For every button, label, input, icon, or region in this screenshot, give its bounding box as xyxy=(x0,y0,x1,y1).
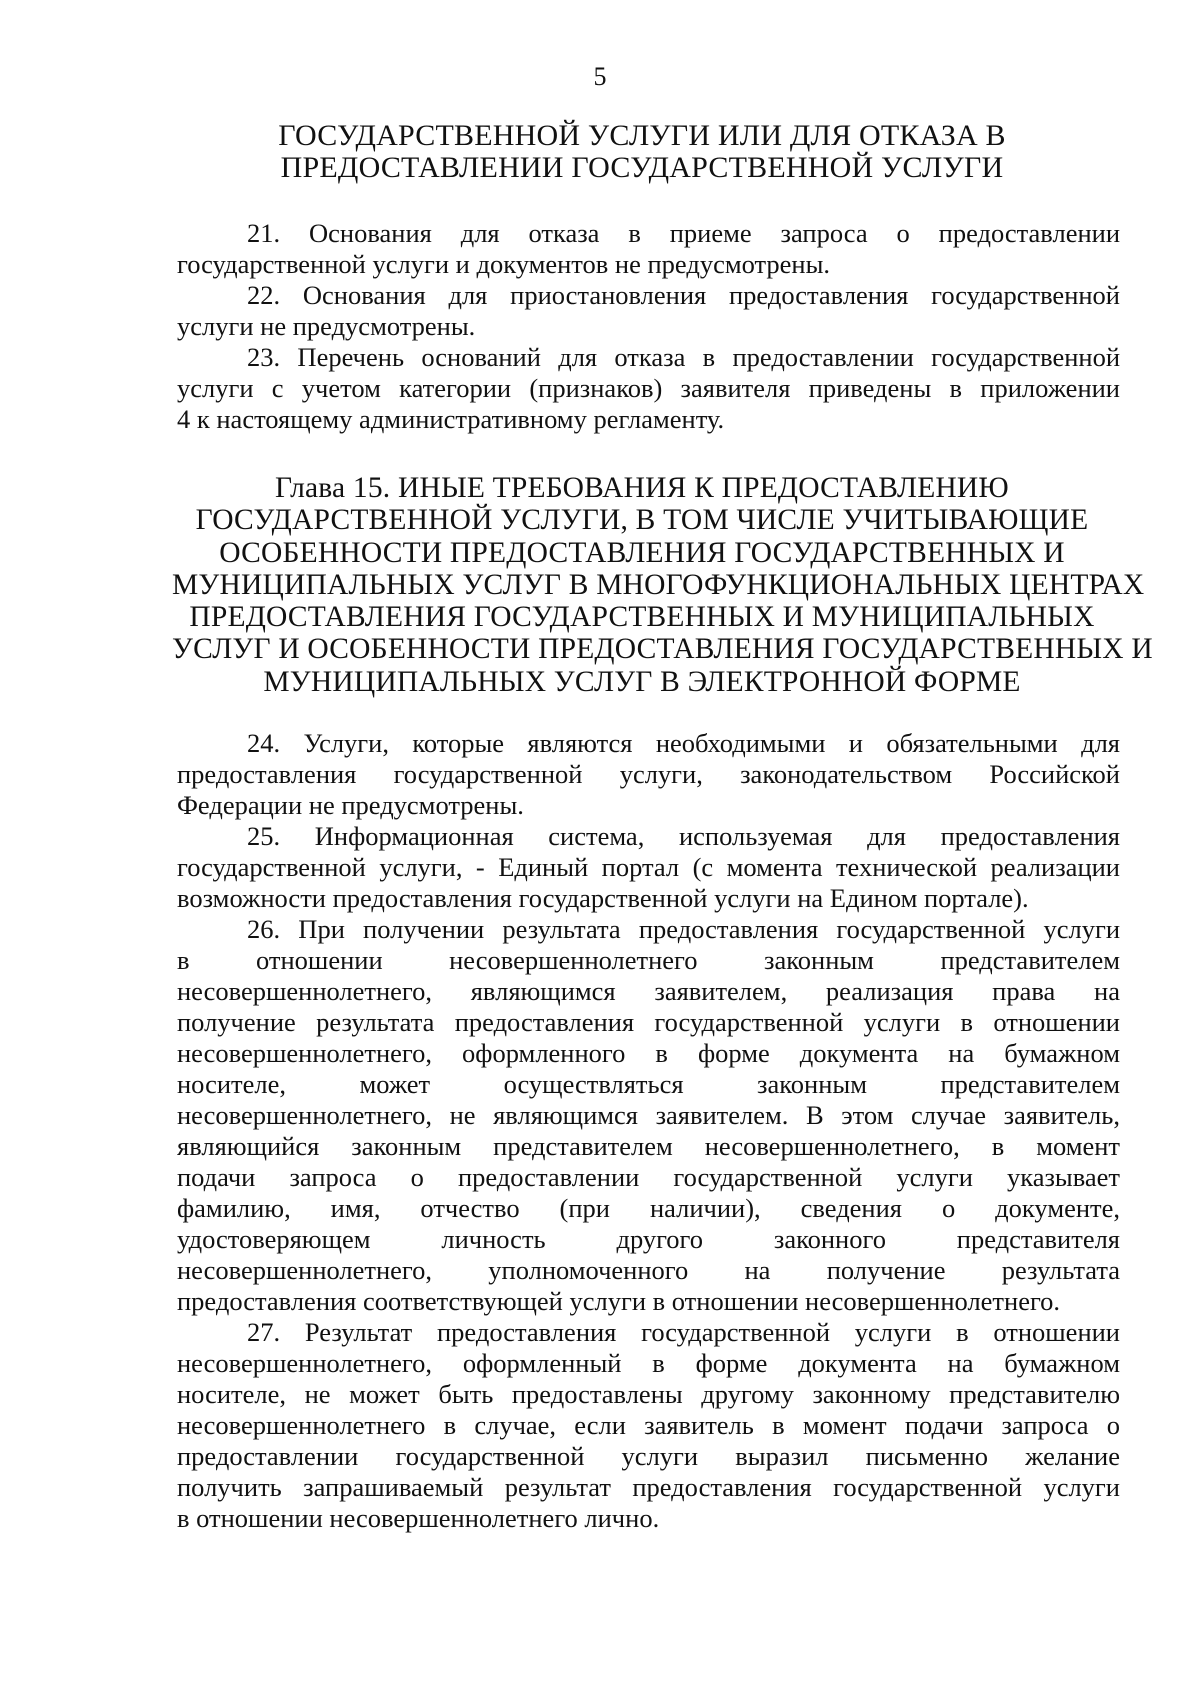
heading-line: ПРЕДОСТАВЛЕНИИ ГОСУДАРСТВЕННОЙ УСЛУГИ xyxy=(280,151,1004,184)
text-line: 25. Информационная система, используемая для предоставления xyxy=(247,821,1120,851)
text-line: несовершеннолетнего в случае, если заявитель в момент подачи запроса о xyxy=(177,1410,1120,1440)
text-line: несовершеннолетнего, не являющимся заявителем. В этом случае заявитель, xyxy=(177,1100,1120,1130)
paragraph-22 xyxy=(177,280,1120,342)
heading-line: ГОСУДАРСТВЕННОЙ УСЛУГИ, В ТОМ ЧИСЛЕ УЧИТЫВАЮЩИЕ xyxy=(195,504,1089,537)
text-line: получение результата предоставления государственной услуги в отношении xyxy=(177,1007,1120,1037)
heading-line: МУНИЦИПАЛЬНЫХ УСЛУГ В ЭЛЕКТРОННОЙ ФОРМЕ xyxy=(263,665,1021,698)
page-number: 5 xyxy=(593,62,607,91)
text-line: 26. При получении результата предоставления государственной услуги xyxy=(247,914,1120,944)
text-line: удостоверяющем личность другого законного представителя xyxy=(177,1224,1120,1254)
heading-line: ПРЕДОСТАВЛЕНИЯ ГОСУДАРСТВЕННЫХ И МУНИЦИПАЛЬНЫХ xyxy=(189,601,1095,634)
text-line: услуги не предусмотрены. xyxy=(177,311,476,341)
text-line: подачи запроса о предоставлении государственной услуги указывает xyxy=(177,1162,1120,1192)
text-line: государственной услуги, - Единый портал (с момента технической реализации xyxy=(177,852,1120,882)
text-line: в отношении несовершеннолетнего лично. xyxy=(177,1503,660,1533)
text-line: Федерации не предусмотрены. xyxy=(177,790,524,820)
text-line: услуги с учетом категории (признаков) заявителя приведены в приложении xyxy=(177,373,1120,403)
text-line: носителе, может осуществляться законным представителем xyxy=(177,1069,1120,1099)
text-line: предоставления государственной услуги, законодательством Российской xyxy=(177,759,1120,789)
text-line: несовершеннолетнего, уполномоченного на получение результата xyxy=(177,1255,1120,1285)
paragraph-25 xyxy=(177,821,1120,914)
section-heading xyxy=(172,120,1112,184)
text-line: возможности предоставления государственной услуги на Едином портале). xyxy=(177,883,1029,913)
paragraph-26 xyxy=(177,914,1120,1317)
paragraph-27 xyxy=(177,1317,1120,1534)
text-line: 22. Основания для приостановления предоставления государственной xyxy=(247,280,1120,310)
paragraph-23 xyxy=(177,342,1120,435)
text-line: государственной услуги и документов не предусмотрены. xyxy=(177,249,831,279)
paragraph-group-a xyxy=(177,218,1120,435)
text-line: несовершеннолетнего, оформленного в форме документа на бумажном xyxy=(177,1038,1120,1068)
heading-line: УСЛУГ И ОСОБЕННОСТИ ПРЕДОСТАВЛЕНИЯ ГОСУДАРСТВЕННЫХ И xyxy=(172,633,1153,666)
paragraph-21 xyxy=(177,218,1120,280)
text-line: предоставлении государственной услуги выразил письменно желание xyxy=(177,1441,1120,1471)
text-line: 24. Услуги, которые являются необходимыми и обязательными для xyxy=(247,728,1120,758)
paragraph-24 xyxy=(177,728,1120,821)
text-line: 27. Результат предоставления государственной услуги в отношении xyxy=(247,1317,1120,1347)
text-line: в отношении несовершеннолетнего законным представителем xyxy=(177,945,1120,975)
heading-line: ГОСУДАРСТВЕННОЙ УСЛУГИ ИЛИ ДЛЯ ОТКАЗА В xyxy=(278,119,1006,152)
text-line: получить запрашиваемый результат предоставления государственной услуги xyxy=(177,1472,1120,1502)
text-line: фамилию, имя, отчество (при наличии), сведения о документе, xyxy=(177,1193,1120,1223)
heading-line: МУНИЦИПАЛЬНЫХ УСЛУГ В МНОГОФУНКЦИОНАЛЬНЫХ ЦЕНТРАХ xyxy=(172,568,1145,601)
text-line: несовершеннолетнего, являющимся заявителем, реализация права на xyxy=(177,976,1120,1006)
chapter-heading xyxy=(172,472,1153,698)
text-line: предоставления соответствующей услуги в отношении несовершеннолетнего. xyxy=(177,1286,1061,1316)
text-line: несовершеннолетнего, оформленный в форме документа на бумажном xyxy=(177,1348,1120,1378)
text-line: являющийся законным представителем несовершеннолетнего, в момент xyxy=(177,1131,1120,1161)
heading-line: Глава 15. ИНЫЕ ТРЕБОВАНИЯ К ПРЕДОСТАВЛЕНИЮ xyxy=(275,472,1009,504)
paragraph-group-b xyxy=(177,728,1120,1534)
text-line: 4 к настоящему административному регламенту. xyxy=(177,404,725,434)
text-line: 21. Основания для отказа в приеме запроса о предоставлении xyxy=(247,218,1120,248)
heading-line: ОСОБЕННОСТИ ПРЕДОСТАВЛЕНИЯ ГОСУДАРСТВЕННЫХ И xyxy=(219,536,1065,569)
text-line: 23. Перечень оснований для отказа в предоставлении государственной xyxy=(247,342,1120,372)
text-line: носителе, не может быть предоставлены другому законному представителю xyxy=(177,1379,1120,1409)
